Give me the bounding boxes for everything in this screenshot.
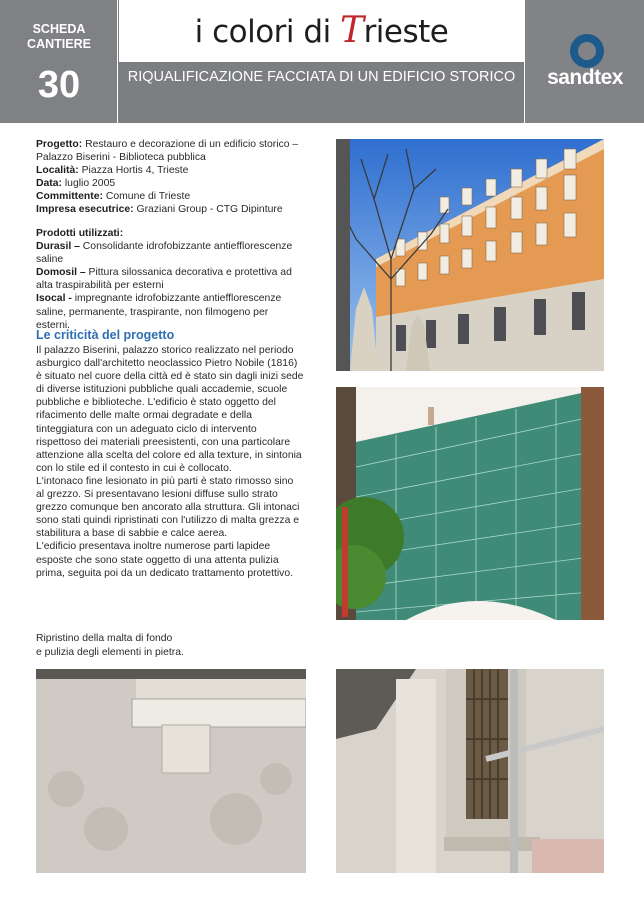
products-heading — [36, 227, 304, 240]
product-name: Domosil – — [36, 267, 86, 279]
committente-label: Committente: — [36, 191, 103, 203]
scheda-word: SCHEDA — [32, 22, 86, 36]
product-item — [36, 240, 304, 266]
wall-detail-photo — [36, 669, 306, 873]
product-desc: impregnante idrofobizzante antiefflorescenze saline, permanente, traspirante, non filmogeno per esterni. — [36, 293, 282, 331]
brand-title — [119, 10, 524, 51]
criticita-paragraph-2: L'intonaco fine lesionato in più parti è stato rimosso sino al grezzo. Si presentavano lesioni diffuse sullo strato grezzo comunque ben ancorato alla struttura. Gli intonaci sono stati quindi ripristinati con l'utilizzo di malta grezza e stabilitura a base di sabbie e calce aerea. — [36, 475, 300, 540]
header — [0, 0, 644, 123]
caption-line-2: e pulizia degli elementi in pietra. — [36, 646, 184, 658]
product-desc: Consolidante idrofobizzante antiefflorescenze saline — [36, 241, 293, 266]
data-label: Data: — [36, 178, 62, 190]
criticita-paragraph-1: Il palazzo Biserini, palazzo storico realizzato nel periodo asburgico dall'architetto neoclassico Pietro Nobile (1816) è situato nel cuore della città ed è stato sin dagli inizi sede di diverse istituzioni pubbliche quali accademie, scuole pubbliche e biblioteche. L'edificio è stato oggetto del rifacimento delle malte ormai degradate e della tinteggiatura con un adeguato ciclo di intervento rispettoso dei materiali preesistenti, con una particolare attenzione alla scelta del colore ed alla texture, in sintonia con lo stile ed il contesto in cui è collocato. — [36, 345, 304, 474]
impresa-label: Impresa esecutrice: — [36, 204, 134, 216]
logo-text: sandtex — [547, 66, 623, 89]
page-subtitle: RIQUALIFICAZIONE FACCIATA DI UN EDIFICIO STORICO — [127, 69, 516, 85]
title-box — [119, 0, 524, 62]
window-detail-photo — [336, 669, 604, 873]
section-title: Le criticità del progetto — [36, 328, 175, 342]
cantiere-word: CANTIERE — [27, 37, 91, 51]
scaffolding-photo — [336, 387, 604, 620]
criticita-paragraph-3: L'edificio presentava inoltre numerose parti lapidee esposte che sono state oggetto di una attenta pulizia prima, seguita poi da un dedicato trattamento protettivo. — [36, 541, 294, 579]
title-panel — [119, 0, 524, 123]
committente-row — [36, 190, 304, 203]
title-prefix: i colori di — [194, 14, 341, 50]
product-desc: Pittura silossanica decorativa e protettiva ad alta traspirabilità per esterni — [36, 267, 292, 292]
project-info — [36, 138, 304, 217]
products-section — [36, 227, 304, 332]
sandtex-logo-icon — [570, 34, 604, 68]
logo-panel — [524, 0, 644, 123]
product-item — [36, 266, 304, 292]
photo-caption — [36, 632, 304, 659]
criticita-section — [36, 327, 304, 580]
product-name: Durasil – — [36, 241, 80, 253]
committente-value: Comune di Trieste — [105, 191, 191, 203]
caption-line-1: Ripristino della malta di fondo — [36, 633, 173, 644]
localita-label: Località: — [36, 165, 79, 177]
product-name: Isocal - — [36, 293, 72, 305]
localita-row — [36, 164, 304, 177]
facade-photo — [336, 139, 604, 371]
impresa-row — [36, 203, 304, 216]
localita-value: Piazza Hortis 4, Trieste — [81, 165, 189, 177]
scheda-number: 30 — [37, 64, 81, 106]
progetto-value: Restauro e decorazione di un edificio storico – Palazzo Biserini - Biblioteca pubblica — [36, 139, 299, 164]
progetto-row — [36, 138, 304, 164]
progetto-label: Progetto: — [36, 139, 83, 150]
data-value: luglio 2005 — [64, 178, 116, 190]
title-suffix: rieste — [363, 14, 449, 50]
scheda-label — [0, 22, 118, 52]
products-heading-text: Prodotti utilizzati: — [36, 228, 124, 239]
scheda-panel — [0, 0, 118, 123]
data-row — [36, 177, 304, 190]
title-initial: T — [340, 10, 364, 51]
product-item — [36, 292, 304, 331]
impresa-value: Graziani Group - CTG Dipinture — [136, 204, 283, 216]
